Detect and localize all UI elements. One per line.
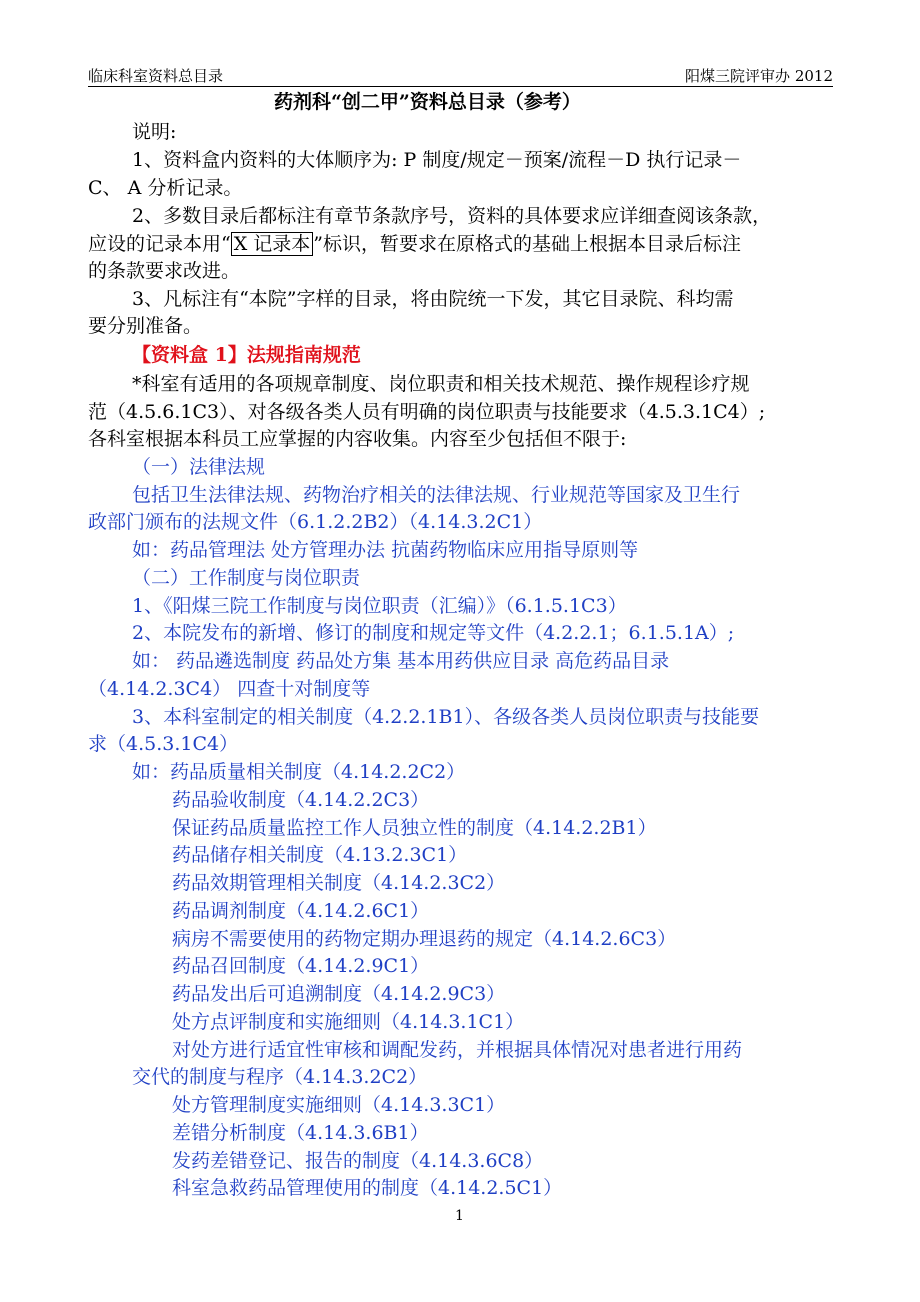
note-1b: C、 A 分析记录。 (88, 177, 243, 199)
record-book-label: X 记录本 (231, 232, 314, 256)
list-item: 药品发出后可追溯制度（4.14.2.9C3） (172, 983, 506, 1005)
section2-item3a: 3、本科室制定的相关制度（4.2.2.1B1）、各级各类人员岗位职责与技能要 (132, 706, 760, 728)
list-item: 药品召回制度（4.14.2.9C1） (172, 955, 430, 977)
note-2a: 2、多数目录后都标注有章节条款序号，资料的具体要求应详细查阅该条款， (132, 205, 772, 227)
note-2b-post: ”标识，暂要求在原格式的基础上根据本目录后标注 (313, 233, 742, 255)
box1-intro-1: *科室有适用的各项规章制度、岗位职责和相关技术规范、操作规程诊疗规 (132, 373, 750, 395)
list-item: 如：药品质量相关制度（4.14.2.2C2） (132, 761, 466, 783)
document-title: 药剂科“创二甲”资料总目录（参考） (274, 91, 581, 113)
section1-p2: 政部门颁布的法规文件（6.1.2.2B2）（4.14.3.2C1） (88, 511, 543, 533)
section1-example: 如：药品管理法 处方管理办法 抗菌药物临床应用指导原则等 (132, 539, 639, 561)
note-3b: 要分别准备。 (88, 315, 203, 337)
box1-intro-3: 各科室根据本科员工应掌握的内容收集。内容至少包括但不限于: (88, 428, 627, 450)
box1-intro-2: 范（4.5.6.1C3）、对各级各类人员有明确的岗位职责与技能要求（4.5.3.1C4）; (88, 401, 766, 423)
list-item: 交代的制度与程序（4.14.3.2C2） (132, 1066, 428, 1088)
list-item: 药品验收制度（4.14.2.2C3） (172, 789, 430, 811)
header-right: 阳煤三院评审办 2012 (685, 67, 833, 85)
list-item: 对处方进行适宜性审核和调配发药，并根据具体情况对患者进行用药 (172, 1039, 743, 1061)
section2-item1: 1、《阳煤三院工作制度与岗位职责（汇编）》（6.1.5.1C3） (132, 595, 627, 617)
note-2b-pre: 应设的记录本用“ (88, 233, 231, 255)
box1-heading: 【资料盒 1】法规指南规范 (132, 344, 361, 366)
list-item: 处方管理制度实施细则（4.14.3.3C1） (172, 1094, 506, 1116)
note-2b (88, 231, 741, 258)
list-item: 药品调剂制度（4.14.2.6C1） (172, 900, 430, 922)
section2-item2: 2、本院发布的新增、修订的制度和规定等文件（4.2.2.1；6.1.5.1A）; (132, 622, 735, 644)
page-header (88, 62, 833, 87)
section1-heading: （一）法律法规 (132, 456, 266, 478)
section2-item3b: 求（4.5.3.1C4） (88, 733, 239, 755)
section1-p1: 包括卫生法律法规、药物治疗相关的法律法规、行业规范等国家及卫生行 (132, 484, 741, 506)
header-left: 临床科室资料总目录 (88, 67, 224, 85)
page-number: 1 (455, 1208, 464, 1224)
list-item: 药品储存相关制度（4.13.2.3C1） (172, 844, 468, 866)
list-item: 药品效期管理相关制度（4.14.2.3C2） (172, 872, 506, 894)
notes-heading: 说明: (132, 121, 177, 143)
note-3a: 3、凡标注有“本院”字样的目录，将由院统一下发，其它目录院、科均需 (132, 288, 734, 310)
section2-heading: （二）工作制度与岗位职责 (132, 567, 361, 589)
list-item: 处方点评制度和实施细则（4.14.3.1C1） (172, 1011, 525, 1033)
list-item: 发药差错登记、报告的制度（4.14.3.6C8） (172, 1150, 544, 1172)
note-1a: 1、资料盒内资料的大体顺序为: P 制度/规定－预案/流程－D 执行记录－ (132, 149, 742, 171)
list-item: 科室急救药品管理使用的制度（4.14.2.5C1） (172, 1177, 563, 1199)
list-item: 保证药品质量监控工作人员独立性的制度（4.14.2.2B1） (172, 817, 657, 839)
list-item: 病房不需要使用的药物定期办理退药的规定（4.14.2.6C3） (172, 928, 677, 950)
note-2c: 的条款要求改进。 (88, 260, 241, 282)
section2-item2-example2: （4.14.2.3C4） 四查十对制度等 (88, 678, 371, 700)
list-item: 差错分析制度（4.14.3.6B1） (172, 1122, 429, 1144)
section2-item2-example1: 如： 药品遴选制度 药品处方集 基本用药供应目录 高危药品目录 (132, 650, 670, 672)
